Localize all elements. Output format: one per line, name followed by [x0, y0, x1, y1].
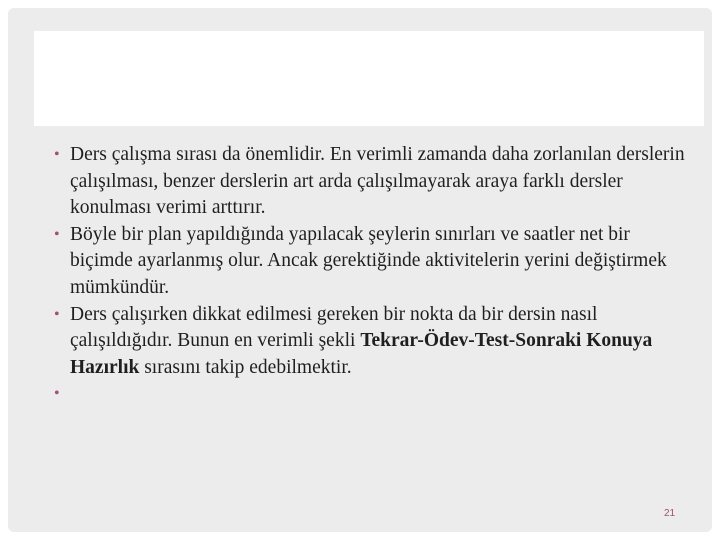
title-placeholder — [34, 31, 704, 126]
bullet-item — [56, 142, 696, 222]
bullet-text — [70, 383, 75, 404]
bullet-text: sırasını takip edebilmektir. — [139, 356, 352, 378]
bullet-list — [56, 142, 696, 408]
bullet-item-empty — [56, 381, 696, 408]
bullet-dot-icon: • — [54, 385, 60, 403]
bullet-text-bold: Tekrar-Ödev-Test-Sonraki Konuya Hazırlık — [70, 330, 653, 378]
bullet-dot-icon: • — [54, 305, 60, 323]
bullet-dot-icon: • — [54, 146, 60, 163]
bullet-text: Böyle bir plan yapıldığında yapılacak şeylerin sınırları ve saatler net bir biçimde ayarlanmış olur. Ancak gerektiğinde aktivitelerin yerini değiştirmek mümkündür. — [70, 223, 667, 298]
bullet-text: Ders çalışma sırası da önemlidir. En verimli zamanda daha zorlanılan derslerin çalışılması, benzer derslerin art arda çalışılmayarak araya farklı dersler konulması verimi arttırır. — [70, 144, 685, 219]
page-number: 21 — [664, 508, 676, 519]
bullet-item — [56, 222, 696, 302]
bullet-item — [56, 302, 696, 382]
bullet-dot-icon: • — [54, 225, 60, 243]
bullet-text: Ders çalışırken dikkat edilmesi gereken bir nokta da bir dersin nasıl çalışıldığıdır. Bunun en verimli şekli — [70, 303, 598, 352]
